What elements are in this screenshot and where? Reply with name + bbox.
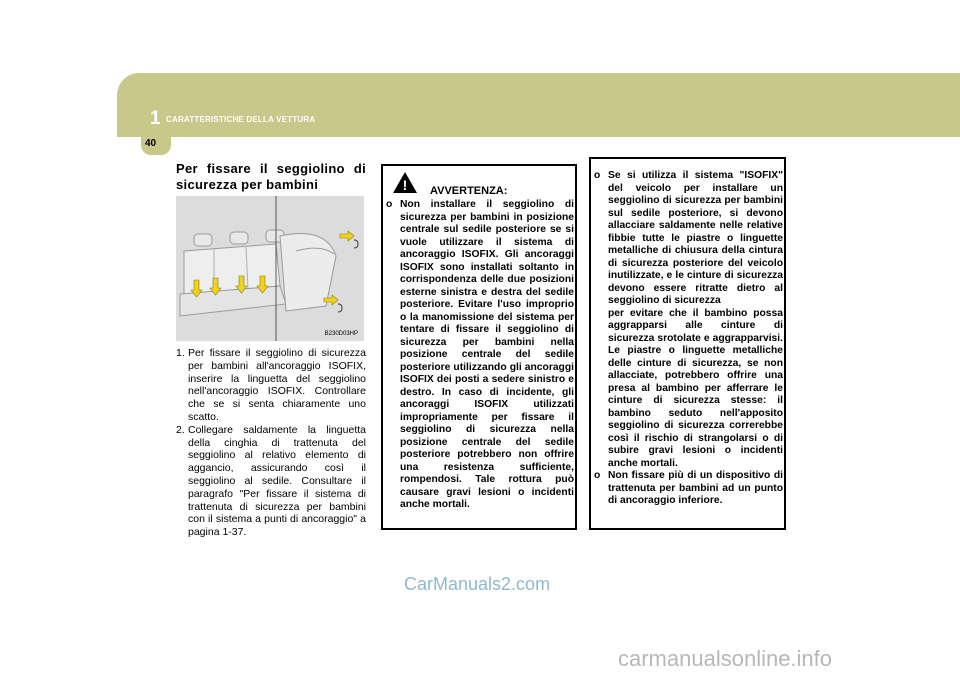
step-item — [176, 424, 366, 539]
warning-list — [386, 199, 574, 512]
warning-glyph: ! — [402, 177, 408, 193]
right-warning-list — [594, 170, 783, 508]
step-number: 2. — [176, 423, 185, 436]
step-item — [176, 347, 366, 424]
header-band — [117, 73, 960, 137]
warning-title: AVVERTENZA: — [430, 185, 508, 197]
warning-item — [386, 199, 574, 512]
watermark-carmanuals2[interactable]: CarManuals2.com — [404, 574, 551, 594]
step-number: 1. — [176, 347, 185, 359]
rear-seat-illustration — [176, 196, 364, 341]
warning-text: Non fissare più di un dispositivo di trattenuta per bambini ad un punto di ancoraggio inferiore. — [608, 470, 783, 506]
watermark-carmanualsonline[interactable]: carmanualsonline.info — [618, 646, 833, 671]
figure-code: B230D03HP — [324, 331, 358, 337]
installation-steps — [176, 347, 366, 539]
bullet: o — [594, 170, 601, 181]
step-text: Collegare saldamente la linguetta della cinghia di trattenuta del seggiolino al relativo elemento di aggancio, assicurando così il seggiolino al sedile. Consultare il paragrafo "Per fissare il sistema di trattenuta di sicurezza per bambini con il sistema a punti di ancoraggio" a pagina 1-37. — [188, 423, 366, 539]
bullet: o — [594, 470, 601, 481]
chapter-number: 1 — [150, 108, 161, 129]
chapter-title: CARATTERISTICHE DELLA VETTURA — [166, 115, 316, 124]
isofix-seat-figure — [176, 196, 364, 341]
warning-item — [594, 170, 783, 470]
warning-item — [594, 470, 783, 508]
warning-text: Se si utilizza il sistema "ISOFIX" del veicolo per installare un seggiolino di sicurezza per bambini sul sedile posteriore, si devono allacciare saldamente nelle relative fibbie tutte le piastre o linguette metalliche di chiusura della cintura di sicurezza posteriore del veicolo inutilizzate, e le cinture di sicurezza devono essere ritratte dietro al seggiolino di sicurezza — [608, 170, 783, 306]
bullet: o — [386, 199, 393, 210]
section-heading: Per fissare il seggiolino di sicurezza per bambini — [176, 161, 366, 192]
warning-text: Non installare il seggiolino di sicurezza per bambini in posizione centrale sul sedile posteriore se si vuole utilizzare il sistema di ancoraggio ISOFIX. Gli ancoraggi ISOFIX sono installati soltanto in corrispondenza delle due posizioni esterne sinistra e destra del sedile posteriore. Evitare l'uso improprio o la manomissione del sistema per tentare di fissare il seggiolino di sicurezza per bambini nella posizione centrale del sedile posteriore utilizzando gli ancoraggi ISOFIX dei posti a sedere sinistro e destro. In caso di incidente, gli ancoraggi ISOFIX utilizzati impropriamente per fissare il seggiolino di sicurezza nella posizione centrale del sedile posteriore potrebbero non offrire una resistenza sufficiente, rompendosi. Tale rottura può causare gravi lesioni o incidenti anche mortali. — [400, 199, 574, 510]
step-text: Per fissare il seggiolino di sicurezza per bambini all'ancoraggio ISOFIX, inserire la linguetta del seggiolino nell'ancoraggio ISOFIX. Controllare che se si senta chiaramente uno scatto. — [188, 347, 366, 423]
warning-text-continued: per evitare che il bambino possa aggrapparsi alle cinture di sicurezza srotolate e aggrapparvisi. Le piastre o linguette metalliche delle cinture di sicurezza, se non allacciate, potrebbero offrire una presa al bambino per afferrare le cinture di sicurezza stesse: il bambino seduto nell'apposito seggiolino di sicurezza correrebbe così il rischio di strangolarsi o di subire gravi lesioni o incidenti anche mortali. — [608, 307, 783, 469]
warning-triangle-icon — [392, 171, 418, 194]
page-number: 40 — [145, 138, 157, 149]
